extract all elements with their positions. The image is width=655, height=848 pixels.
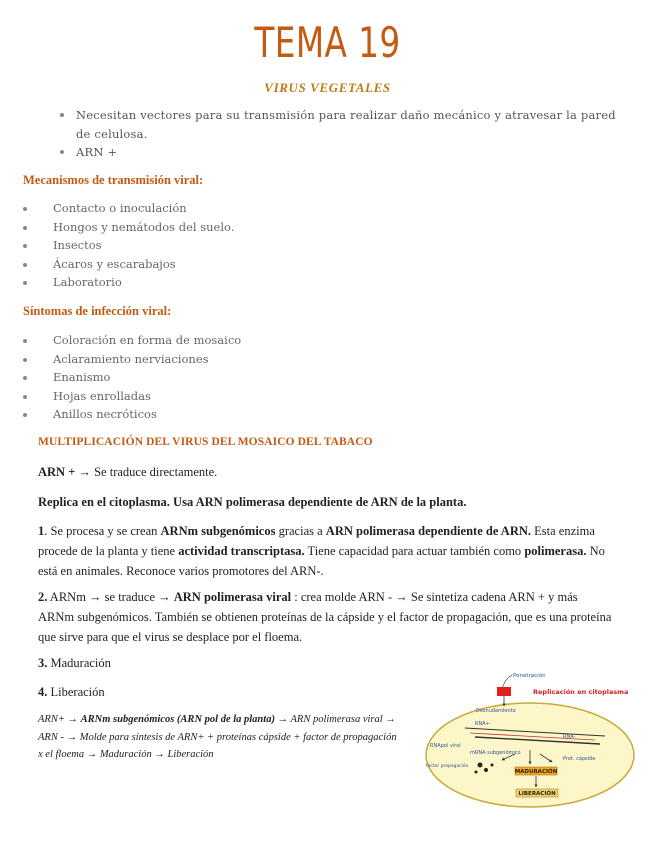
page-title: TEMA 19: [254, 18, 401, 67]
paragraph-text: Tiene capacidad para actuar también como: [304, 544, 525, 558]
transmission-heading: Mecanismos de transmisión viral:: [23, 173, 204, 187]
capsid-label: Prot. cápside: [563, 756, 596, 762]
paragraph-arn-plus: [38, 462, 613, 482]
virion-dot: [475, 771, 478, 774]
list-item: Necesitan vectores para su transmisión para realizar daño mecánico y atravesar la pared de celulosa.: [60, 106, 620, 143]
virion-dot: [484, 768, 488, 772]
paragraph-text: Esta enzima procede de la planta y tiene: [38, 524, 595, 558]
paragraph-step-2: [38, 587, 613, 647]
red-box: [497, 687, 511, 696]
paragraph-text: ARNm → se traduce →: [47, 590, 174, 604]
summary-paragraph: [38, 711, 403, 764]
list-item: ARN +: [60, 143, 620, 162]
page-subtitle: VIRUS VEGETALES: [264, 80, 391, 95]
symptoms-heading: Síntomas de infección viral:: [23, 304, 172, 318]
bold-text: actividad transcriptasa.: [178, 544, 305, 558]
virion-dot: [491, 764, 494, 767]
list-item: Anillos necróticos: [23, 405, 241, 424]
step-number: 2.: [38, 590, 48, 604]
list-item: Enanismo: [23, 368, 241, 387]
transmission-list: [23, 199, 234, 292]
symptoms-list: [23, 331, 241, 424]
paragraph-text: Maduración: [47, 656, 111, 670]
step-number: 1: [38, 524, 45, 538]
step-number: 4.: [38, 685, 48, 699]
paragraph-text: Liberación: [47, 685, 105, 699]
summary-text: → ARN polimerasa viral → ARN - → Molde para síntesis de ARN+ + proteínas cápside + factor de propagación x el floema → Maduración → Liberación: [38, 714, 397, 760]
paragraph-replication: [38, 492, 613, 512]
bold-text: polimerasa.: [524, 544, 587, 558]
list-item: Coloración en forma de mosaico: [23, 331, 241, 350]
list-item: Aclaramiento nerviaciones: [23, 350, 241, 369]
list-item: Hojas enrolladas: [23, 387, 241, 406]
rna-pol-label: RNApol viral: [430, 743, 461, 749]
bold-text: ARN polimerasa dependiente de ARN.: [325, 524, 532, 538]
list-item: Insectos: [23, 236, 234, 255]
bold-text: ARNm subgenómicos (ARN pol de la planta): [80, 714, 275, 725]
list-item: Hongos y nemátodos del suelo.: [23, 218, 234, 237]
paragraph-step-1: [38, 521, 613, 581]
propagation-label: factor propagación: [426, 764, 469, 769]
penetration-label: Penetración: [513, 673, 546, 679]
rna-plus-label: RNA+: [475, 721, 490, 727]
summary-text: ARN+ →: [38, 714, 81, 725]
replication-label: Replicación en citoplasma: [533, 688, 629, 696]
maturation-label: MADURACIÓN: [514, 769, 558, 775]
list-item: Contacto o inoculación: [23, 199, 234, 218]
paragraph-text: No está en animales. Reconoce varios promotores del ARN-.: [38, 544, 605, 578]
uncoating-label: Desnudamiento: [476, 708, 516, 714]
penetration-arrow: [502, 675, 512, 688]
subgenomic-label: mRNA subgenómico: [470, 750, 521, 756]
paragraph-text: : crea molde ARN - → Se sintetiza cadena ARN + y más ARNm subgenómicos. También se obtienen proteínas de la cápside y el factor de propagación, que es una proteína que sirve para que el virus se desplace por el floema.: [38, 590, 612, 644]
step-number: 3.: [38, 656, 48, 670]
rna-minus-label: RNA-: [563, 734, 576, 740]
release-label: LIBERACIÓN: [518, 791, 556, 797]
paragraph-text: . Se procesa y se crean: [44, 524, 161, 538]
multiplication-heading: MULTIPLICACIÓN DEL VIRUS DEL MOSAICO DEL TABACO: [38, 436, 373, 448]
paragraph-text: Se traduce directamente.: [90, 465, 218, 479]
list-item: Laboratorio: [23, 273, 234, 292]
replication-diagram: [420, 670, 645, 810]
list-item: Ácaros y escarabajos: [23, 255, 234, 274]
virion-dot: [478, 763, 483, 768]
intro-list: [60, 106, 620, 162]
bold-text: Replica en el citoplasma. Usa ARN polimerasa dependiente de ARN de la planta.: [38, 495, 467, 509]
bold-text: ARN + →: [38, 465, 91, 479]
bold-text: ARN polimerasa viral: [173, 590, 292, 604]
paragraph-text: gracias a: [275, 524, 326, 538]
bold-text: ARNm subgenómicos: [160, 524, 276, 538]
